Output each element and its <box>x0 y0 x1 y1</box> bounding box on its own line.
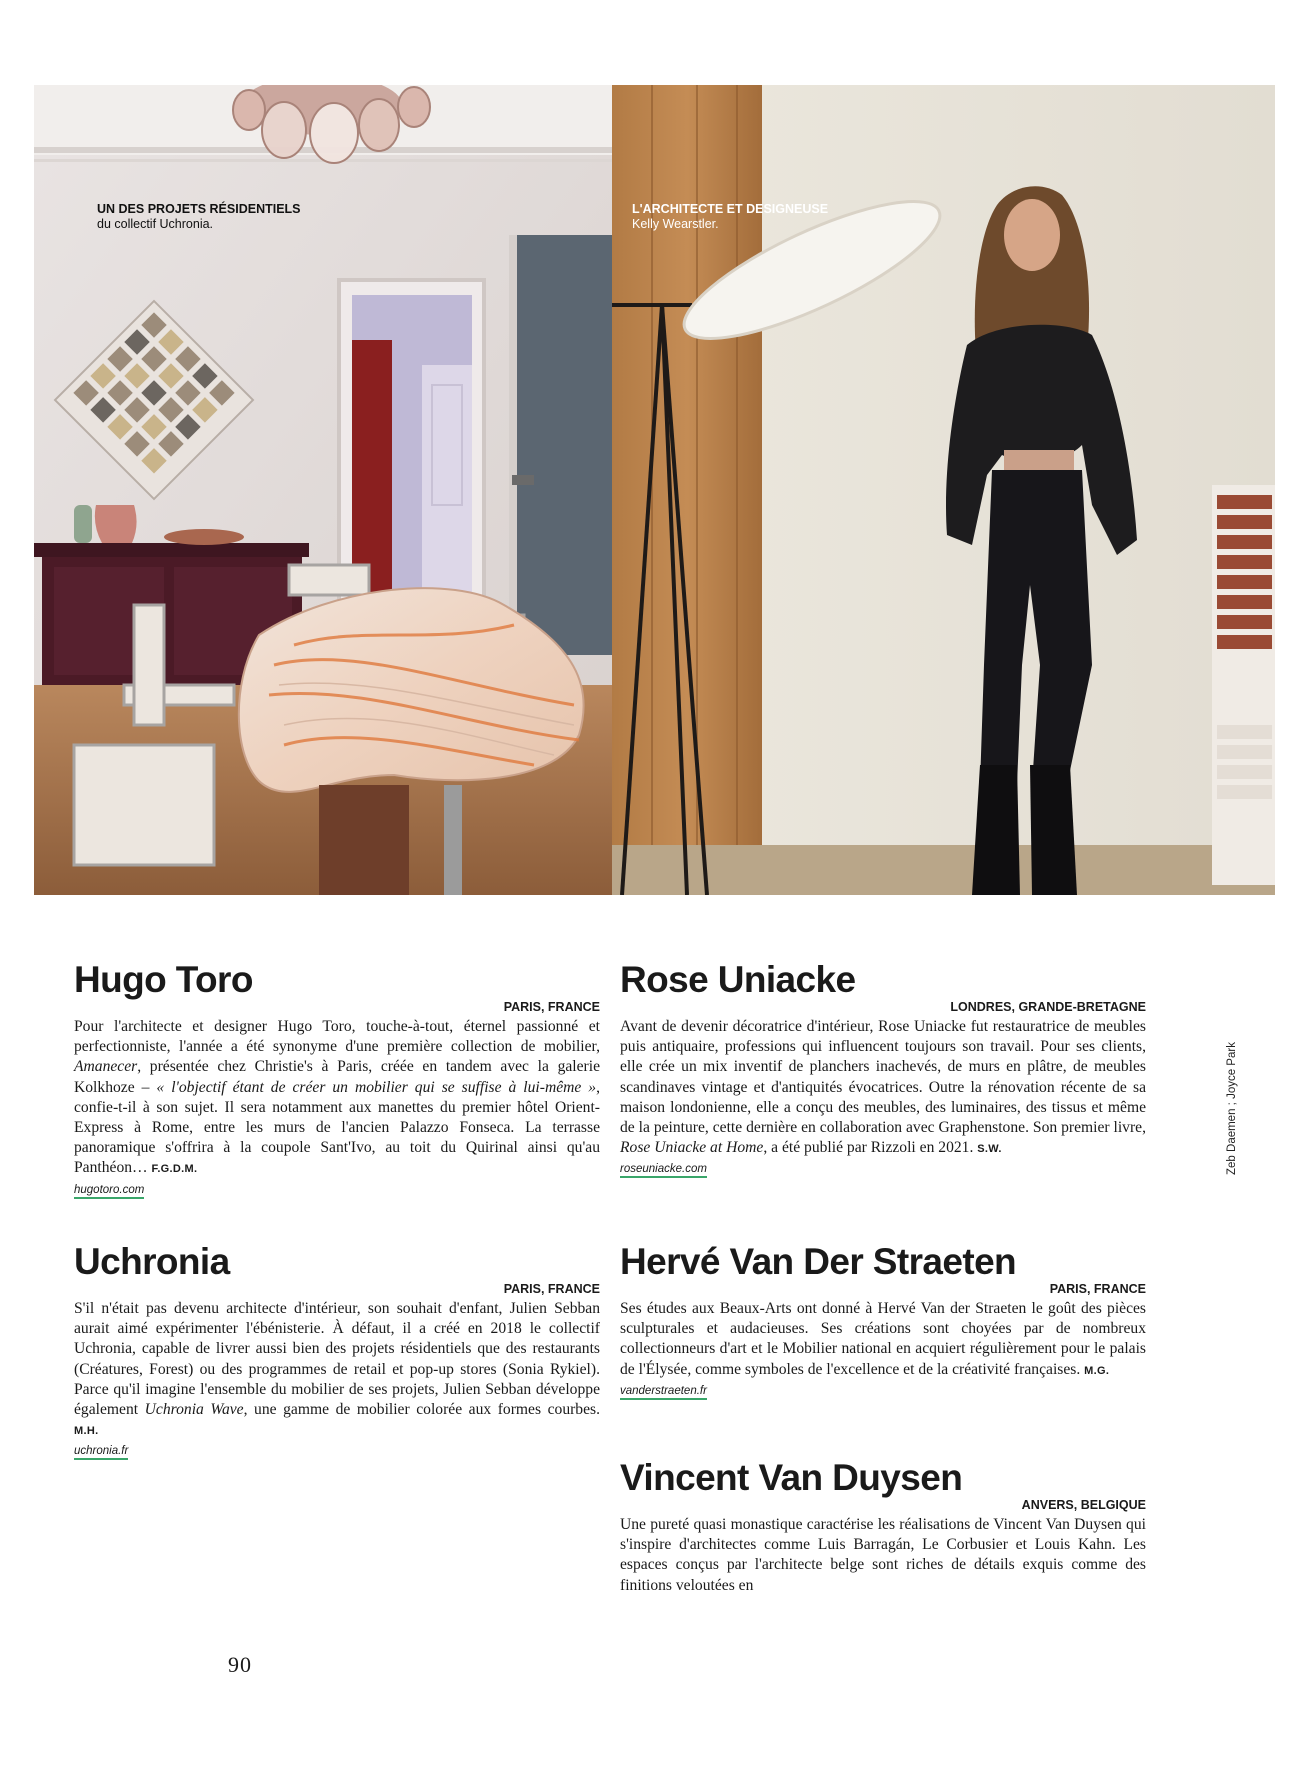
article-herve-van-der-straeten <box>620 1240 1146 1400</box>
photo-left-caption <box>97 202 301 232</box>
page-number: 90 <box>228 1652 252 1677</box>
photo-credit: Zeb Daemen ; Joyce Park <box>1226 1042 1238 1175</box>
author-initials: S.W. <box>977 1143 1002 1156</box>
article-location: ANVERS, BELGIQUE <box>1021 1498 1146 1512</box>
article-location: PARIS, FRANCE <box>503 1000 600 1014</box>
website-link[interactable]: hugotoro.com <box>74 1184 144 1199</box>
article-title: Vincent Van Duysen <box>620 1457 963 1498</box>
article-vincent-van-duysen <box>620 1456 1146 1596</box>
author-initials: M.G. <box>1084 1364 1110 1377</box>
website-link[interactable]: roseuniacke.com <box>620 1163 707 1178</box>
caption-subtitle: Kelly Wearstler. <box>632 217 719 231</box>
article-body: Avant de devenir décoratrice d'intérieur, Rose Uniacke fut restauratrice de meubles puis antiquaire, professions qui influencent toujours son travail. Pour ses clients, elle crée un mix inventif de planchers inachevés, de murs en plâtre, de meubles scandinaves vintage et d'antiquités évocatrices. Outre la rénovation récente de sa maison londonienne, elle a conçu des meubles, des luminaires, des tissus et même de la peinture, cette dernière en collaboration avec Graphenstone. Son premier livre, Rose Uniacke at Home, a été publié par Rizzoli en 2021. S.W. <box>620 1018 1146 1157</box>
article-title: Rose Uniacke <box>620 959 856 1000</box>
caption-subtitle: du collectif Uchronia. <box>97 217 214 231</box>
article-body: Une pureté quasi monastique caractérise les réalisations de Vincent Van Duysen qui s'inspire d'architectes comme Luis Barragán, Le Corbusier et Louis Kahn. Les espaces conçus par l'architecte belge sont riches de détails exquis comme des finitions veloutées en <box>620 1516 1146 1594</box>
photo-right-caption <box>632 202 828 232</box>
article-location: LONDRES, GRANDE-BRETAGNE <box>950 1000 1146 1014</box>
article-body: S'il n'était pas devenu architecte d'intérieur, son souhait d'enfant, Julien Sebban aurait aimé expérimenter l'ébénisterie. À défaut, il a créé en 2018 le collectif Uchronia, capable de livrer aussi bien des projets résidentiels que des restaurants (Créatures, Forest) ou des programmes de retail et pop-up stores (Sonia Rykiel). Parce qu'il imagine l'ensemble du mobilier de ses projets, Julien Sebban développe également Uchronia Wave, une gamme de mobilier colorée aux formes courbes. M.H. <box>74 1300 600 1438</box>
website-link[interactable]: uchronia.fr <box>74 1445 128 1460</box>
article-body: Ses études aux Beaux-Arts ont donné à Hervé Van der Straeten le goût des pièces sculpturales et audacieuses. Ses créations sont choyées par de nombreux collectionneurs d'art et le Mobilier national en acquiert régulièrement pour le palais de l'Élysée, comme symboles de l'excellence et de la créativité françaises. M.G. <box>620 1300 1146 1378</box>
article-title: Hervé Van Der Straeten <box>620 1241 1017 1282</box>
article-location: PARIS, FRANCE <box>1049 1282 1146 1296</box>
photo-kelly-wearstler <box>612 85 1275 895</box>
article-title: Hugo Toro <box>74 959 253 1000</box>
article-hugo-toro <box>74 958 600 1199</box>
caption-title: L'ARCHITECTE ET DESIGNEUSE <box>632 202 829 216</box>
article-title: Uchronia <box>74 1241 230 1282</box>
article-body: Pour l'architecte et designer Hugo Toro, touche-à-tout, éternel passionné et perfectionniste, l'année a été synonyme d'une première collection de mobilier, Amanecer, présentée chez Christie's à Paris, créée en tandem avec la galerie Kolkhoze – « l'objectif étant de créer un mobilier qui se suffise à lui-même », confie-t-il à son sujet. Il sera notamment aux manettes du premier hôtel Orient-Express à Rome, entre les murs de l'ancien Palazzo Fonseca. La terrasse panoramique s'offrira à la coupole Sant'Ivo, au toit du Quirinal ainsi qu'au Panthéon… F.G.D.M. <box>74 1018 600 1177</box>
article-location: PARIS, FRANCE <box>503 1282 600 1296</box>
author-initials: M.H. <box>74 1425 99 1438</box>
caption-title: UN DES PROJETS RÉSIDENTIELS <box>97 202 301 216</box>
article-rose-uniacke <box>620 958 1146 1178</box>
article-uchronia <box>74 1240 600 1460</box>
photo-uchronia-interior <box>34 85 612 895</box>
website-link[interactable]: vanderstraeten.fr <box>620 1385 707 1400</box>
author-initials: F.G.D.M. <box>151 1163 198 1176</box>
